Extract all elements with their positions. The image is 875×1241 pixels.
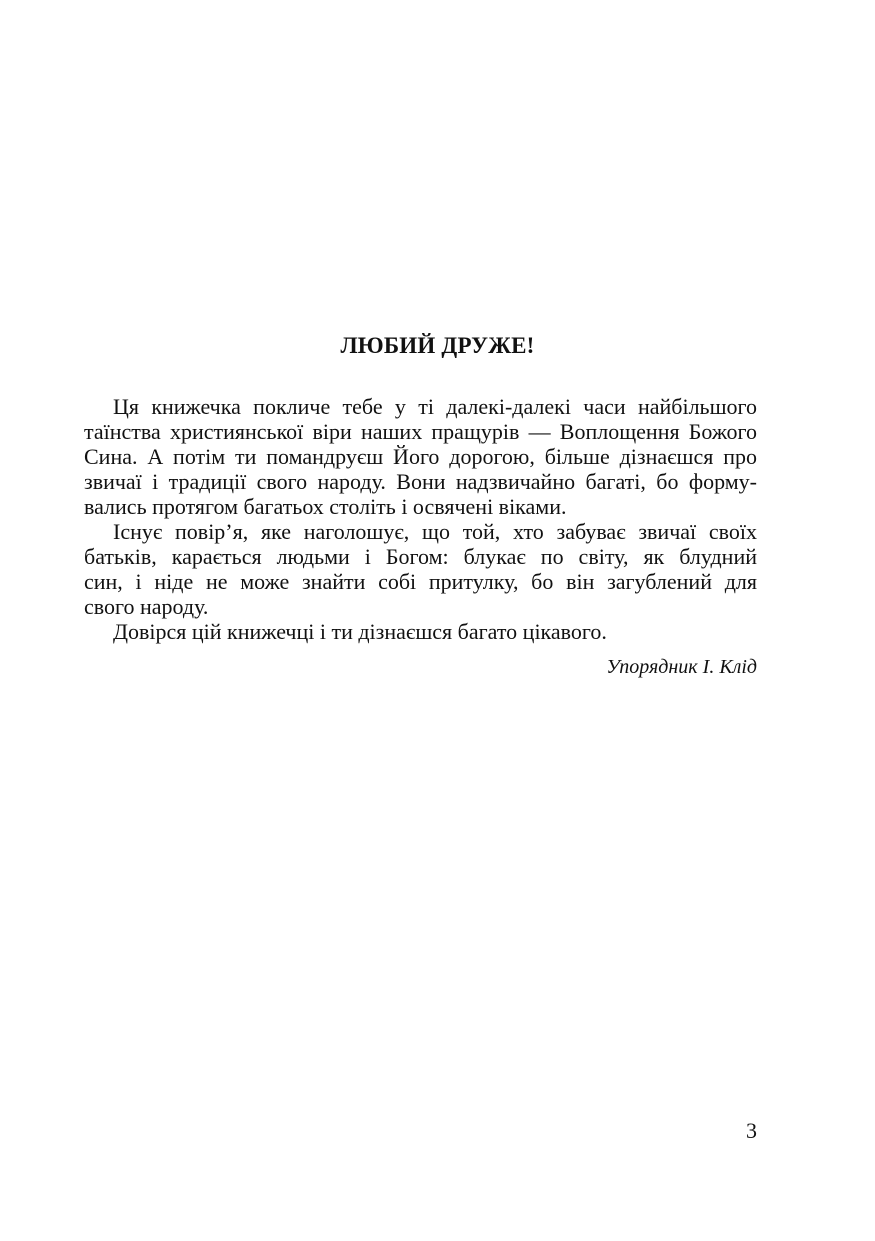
- body-text: [84, 394, 757, 644]
- paragraph-2-line-4: свого народу.: [84, 594, 209, 619]
- paragraph-2-line-1: Існує повір’я, яке наголошує, що той, хто забуває звичаї своїх: [113, 519, 757, 544]
- paragraph-1-line-2: таїнства християнської віри наших пращурів — Воплощення Божого: [84, 419, 757, 444]
- paragraph-1: [84, 394, 757, 519]
- paragraph-1-line-1: Ця книжечка покличе тебе у ті далекі-далекі часи найбільшого: [113, 394, 757, 419]
- paragraph-2-line-2: батьків, карається людьми і Богом: блукає по світу, як блудний: [84, 544, 757, 569]
- paragraph-3: [84, 619, 757, 644]
- paragraph-1-line-5: вались протягом багатьох століть і освячені віками.: [84, 494, 567, 519]
- paragraph-1-line-4: звичаї і традиції свого народу. Вони надзвичайно багаті, бо форму-: [84, 469, 757, 494]
- page-number: 3: [746, 1118, 757, 1143]
- page-title: ЛЮБИЙ ДРУЖЕ!: [340, 333, 535, 358]
- paragraph-3-line-1: Довірся цій книжечці і ти дізнаєшся багато цікавого.: [113, 619, 607, 644]
- paragraph-1-line-3: Сина. А потім ти помандруєш Його дорогою, більше дізнаєшся про: [84, 444, 757, 469]
- paragraph-2: [84, 519, 757, 619]
- paragraph-2-line-3: син, і ніде не може знайти собі притулку, бо він загублений для: [84, 569, 757, 594]
- signature: Упорядник І. Клід: [606, 656, 757, 678]
